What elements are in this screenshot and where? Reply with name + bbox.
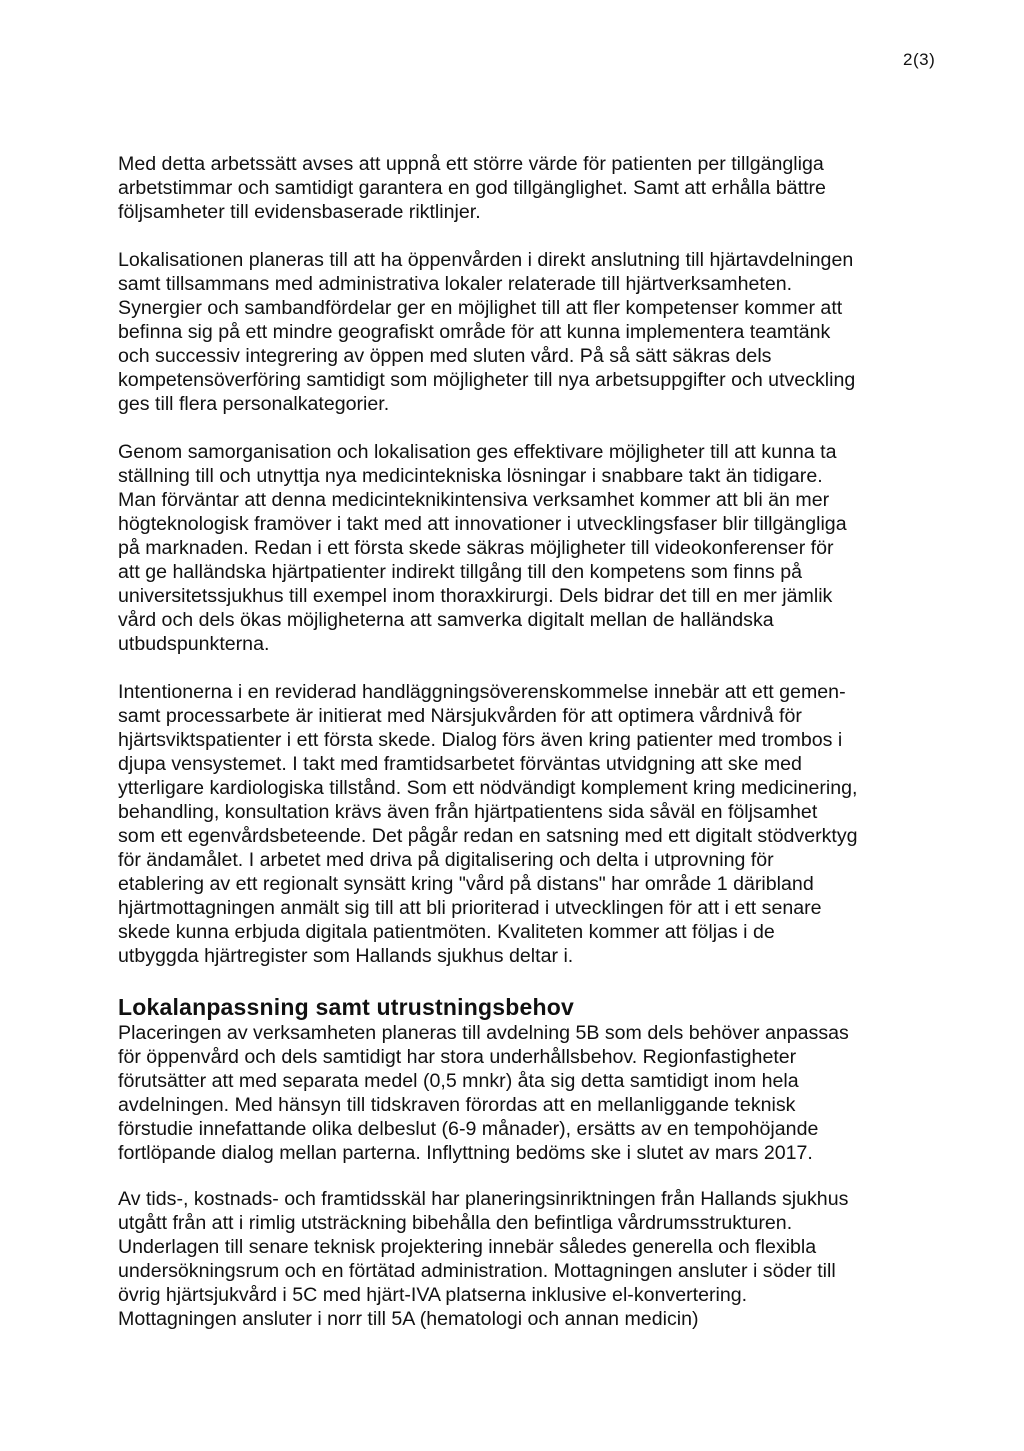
- text-line: kompetensöverföring samtidigt som möjligheter till nya arbetsuppgifter och utveckling: [118, 369, 856, 391]
- text-line: Man förväntar att denna medicinteknikintensiva verksamhet kommer att bli än mer: [118, 489, 830, 511]
- paragraph-2: [118, 248, 908, 416]
- text-line: förutsätter att med separata medel (0,5 mnkr) åta sig detta samtidigt inom hela: [118, 1070, 799, 1092]
- text-line: ställning till och utnyttja nya medicintekniska lösningar i snabbare takt än tidigare.: [118, 465, 823, 487]
- paragraph-3: [118, 440, 908, 656]
- text-line: övrig hjärtsjukvård i 5C med hjärt-IVA platserna inklusive el-konvertering.: [118, 1284, 748, 1306]
- text-line: på marknaden. Redan i ett första skede säkras möjligheter till videokonferenser för: [118, 537, 834, 559]
- text-line: behandling, konsultation krävs även från hjärtpatientens sida såväl en följsamhet: [118, 801, 818, 823]
- text-line: skede kunna erbjuda digitala patientmöten. Kvaliteten kommer att följas i de: [118, 921, 775, 943]
- text-line: befinna sig på ett mindre geografiskt område för att kunna implementera teamtänk: [118, 321, 831, 343]
- text-line: Placeringen av verksamheten planeras till avdelning 5B som dels behöver anpassas: [118, 1022, 849, 1044]
- paragraph-1: [118, 152, 908, 224]
- text-line: avdelningen. Med hänsyn till tidskraven förordas att en mellanliggande teknisk: [118, 1094, 796, 1116]
- text-line: för öppenvård och dels samtidigt har stora underhållsbehov. Regionfastigheter: [118, 1046, 797, 1068]
- text-line: ytterligare kardiologiska tillstånd. Som ett nödvändigt komplement kring medicinering,: [118, 777, 858, 799]
- text-line: ges till flera personalkategorier.: [118, 393, 390, 415]
- text-line: utgått från att i rimlig utsträckning bibehålla den befintliga vårdrumsstrukturen.: [118, 1212, 793, 1234]
- text-line: samt processarbete är initierat med Närsjukvården för att optimera vårdnivå för: [118, 705, 802, 727]
- text-line: universitetssjukhus till exempel inom thoraxkirurgi. Dels bidrar det till en mer jämlik: [118, 585, 833, 607]
- text-line: Mottagningen ansluter i norr till 5A (hematologi och annan medicin): [118, 1308, 699, 1330]
- paragraph-4: [118, 680, 908, 968]
- paragraph-6: [118, 1187, 908, 1331]
- text-line: Lokalisationen planeras till att ha öppenvården i direkt anslutning till hjärtavdelningen: [118, 249, 854, 271]
- text-line: Underlagen till senare teknisk projektering innebär således generella och flexibla: [118, 1236, 817, 1258]
- text-line: Med detta arbetssätt avses att uppnå ett större värde för patienten per tillgängliga: [118, 153, 824, 175]
- text-line: samt tillsammans med administrativa lokaler relaterade till hjärtverksamheten.: [118, 273, 793, 295]
- text-line: utbyggda hjärtregister som Hallands sjukhus deltar i.: [118, 945, 574, 967]
- text-line: etablering av ett regionalt synsätt kring "vård på distans" har område 1 däribland: [118, 873, 814, 895]
- text-line: högteknologisk framöver i takt med att innovationer i utvecklingsfaser blir tillgängliga: [118, 513, 847, 535]
- section-heading: Lokalanpassning samt utrustningsbehov: [118, 994, 574, 1020]
- text-line: Genom samorganisation och lokalisation ges effektivare möjligheter till att kunna ta: [118, 441, 837, 463]
- text-line: fortlöpande dialog mellan parterna. Inflyttning bedöms ske i slutet av mars 2017.: [118, 1142, 813, 1164]
- text-line: hjärtsviktspatienter i ett första skede. Dialog förs även kring patienter med trombos i: [118, 729, 843, 751]
- text-line: utbudspunkterna.: [118, 633, 270, 655]
- text-line: arbetstimmar och samtidigt garantera en god tillgänglighet. Samt att erhålla bättre: [118, 177, 826, 199]
- text-line: Intentionerna i en reviderad handläggningsöverenskommelse innebär att ett gemen-: [118, 681, 846, 703]
- text-line: att ge halländska hjärtpatienter indirekt tillgång till den kompetens som finns på: [118, 561, 803, 583]
- page-number: 2(3): [903, 50, 936, 69]
- text-line: förstudie innefattande olika delbeslut (6-9 månader), ersätts av en tempohöjande: [118, 1118, 819, 1140]
- text-line: vård och dels ökas möjligheterna att samverka digitalt mellan de halländska: [118, 609, 774, 631]
- text-line: och successiv integrering av öppen med sluten vård. På så sätt säkras dels: [118, 345, 772, 367]
- text-line: hjärtmottagningen anmält sig till att bli prioriterad i utvecklingen för att i ett senare: [118, 897, 822, 919]
- text-line: Av tids-, kostnads- och framtidsskäl har planeringsinriktningen från Hallands sjukhus: [118, 1188, 849, 1210]
- text-line: undersökningsrum och en förtätad administration. Mottagningen ansluter i söder till: [118, 1260, 836, 1282]
- text-line: följsamheter till evidensbaserade riktlinjer.: [118, 201, 481, 223]
- text-line: Synergier och sambandfördelar ger en möjlighet till att fler kompetenser kommer att: [118, 297, 843, 319]
- text-line: för ändamålet. I arbetet med driva på digitalisering och delta i utprovning för: [118, 849, 774, 871]
- document-body: [118, 152, 908, 1355]
- text-line: som ett egenvårdsbeteende. Det pågår redan en satsning med ett digitalt stödverktyg: [118, 825, 858, 847]
- paragraph-5: [118, 1021, 908, 1165]
- text-line: djupa vensystemet. I takt med framtidsarbetet förväntas utvidgning att ske med: [118, 753, 802, 775]
